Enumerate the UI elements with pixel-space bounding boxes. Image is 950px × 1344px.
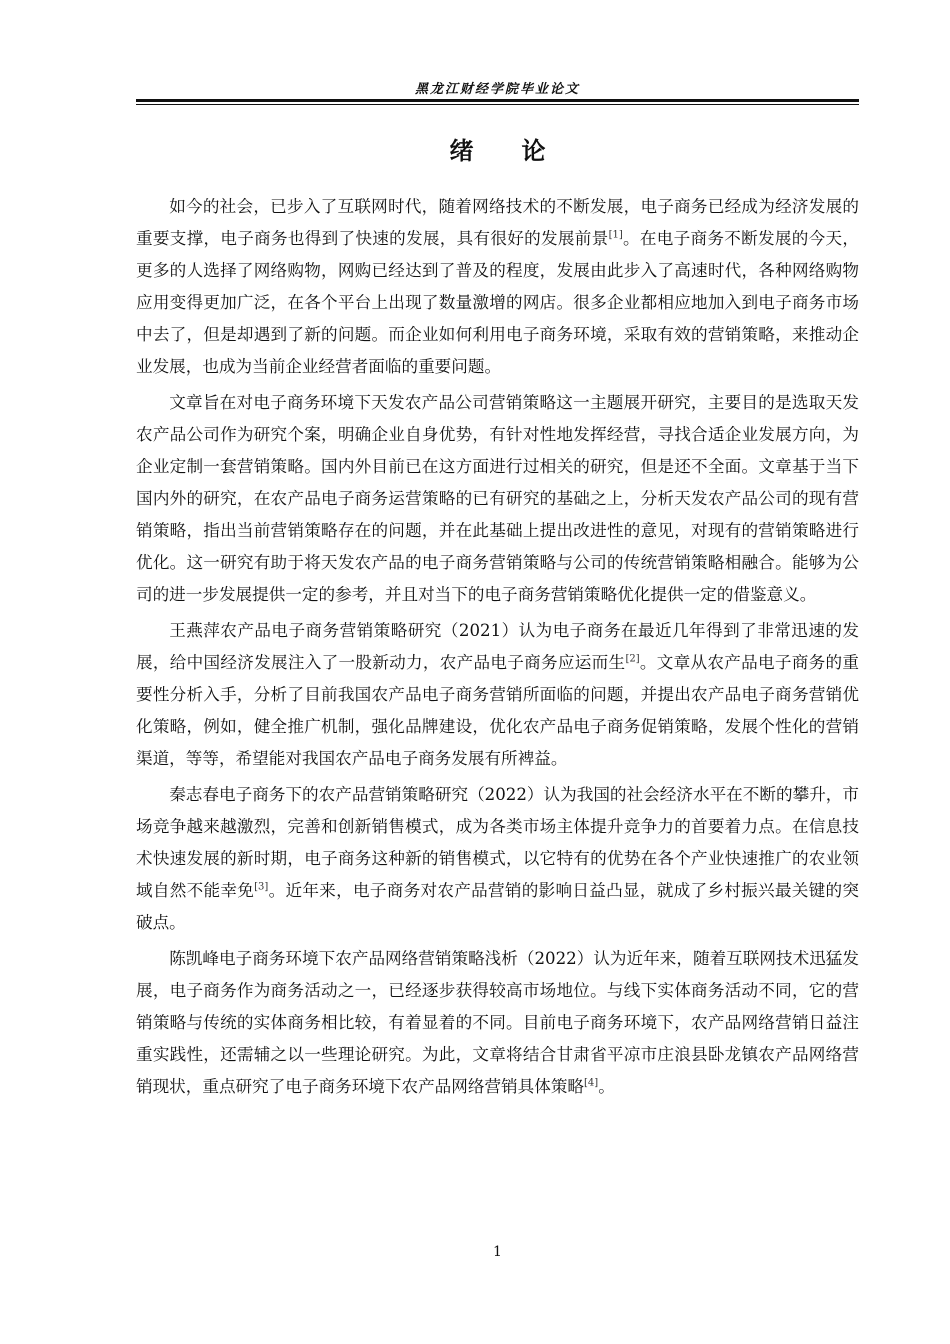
header-rule-thick <box>136 99 859 102</box>
paragraph-text: 王燕萍农产品电子商务营销策略研究（2021）认为电子商务在最近几年得到了非常迅速的发展，给中国经济发展注入了一股新动力，农产品电子商务应运而生 <box>136 621 859 672</box>
paragraph-text-after: 。在电子商务不断发展的今天，更多的人选择了网络购物，网购已经达到了普及的程度，发展由此步入了高速时代，各种网络购物应用变得更加广泛，在各个平台上出现了数量激增的网店。很多企业都相应地加入到电子商务市场中去了，但是却遇到了新的问题。而企业如何利用电子商务环境，采取有效的营销策略，来推动企业发展，也成为当前企业经营者面临的重要问题。 <box>136 229 860 376</box>
paragraph-text: 如今的社会，已步入了互联网时代，随着网络技术的不断发展，电子商务已经成为经济发展的重要支撑，电子商务也得到了快速的发展，具有很好的发展前景 <box>136 197 859 248</box>
citation-marker: [4] <box>584 1077 599 1089</box>
body-text <box>136 191 859 1107</box>
citation-marker: [2] <box>625 653 640 665</box>
paragraph-2 <box>136 387 859 611</box>
citation-marker: [3] <box>254 881 269 893</box>
paragraph-text: 陈凯峰电子商务环境下农产品网络营销策略浅析（2022）认为近年来，随着互联网技术迅猛发展，电子商务作为商务活动之一，已经逐步获得较高市场地位。与线下实体商务活动不同，它的营销策略与传统的实体商务相比较，有着显着的不同。目前电子商务环境下，农产品网络营销日益注重实践性，还需辅之以一些理论研究。为此，文章将结合甘肃省平凉市庄浪县卧龙镇农产品网络营销现状，重点研究了电子商务环境下农产品网络营销具体策略 <box>136 949 859 1096</box>
citation-marker: [1] <box>608 229 623 241</box>
paragraph-3 <box>136 615 859 775</box>
paragraph-1 <box>136 191 859 383</box>
header-rule-thin <box>136 104 859 105</box>
paragraph-4 <box>136 779 859 939</box>
paragraph-text-after: 。文章从农产品电子商务的重要性分析入手，分析了目前我国农产品电子商务营销所面临的问题，并提出农产品电子商务营销优化策略，例如，健全推广机制，强化品牌建设，优化农产品电子商务促销策略，发展个性化的营销渠道，等等，希望能对我国农产品电子商务发展有所裨益。 <box>136 653 860 768</box>
page-number: 1 <box>493 1244 502 1260</box>
paragraph-text-after: 。 <box>598 1077 615 1096</box>
paragraph-text-after: 。近年来，电子商务对农产品营销的影响日益凸显，就成了乡村振兴最关键的突破点。 <box>136 881 860 932</box>
paragraph-5 <box>136 943 859 1103</box>
paragraph-text: 文章旨在对电子商务环境下天发农产品公司营销策略这一主题展开研究，主要目的是选取天发农产品公司作为研究个案，明确企业自身优势，有针对性地发挥经营，寻找合适企业发展方向，为企业定制一套营销策略。国内外目前已在这方面进行过相关的研究，但是还不全面。文章基于当下国内外的研究，在农产品电子商务运营策略的已有研究的基础之上，分析天发农产品公司的现有营销策略，指出当前营销策略存在的问题，并在此基础上提出改进性的意见，对现有的营销策略进行优化。这一研究有助于将天发农产品的电子商务营销策略与公司的传统营销策略相融合。能够为公司的进一步发展提供一定的参考，并且对当下的电子商务营销策略优化提供一定的借鉴意义。 <box>136 393 859 604</box>
section-title: 绪论 <box>449 136 594 165</box>
paragraph-text: 秦志春电子商务下的农产品营销策略研究（2022）认为我国的社会经济水平在不断的攀升，市场竞争越来越激烈，完善和创新销售模式，成为各类市场主体提升竞争力的首要着力点。在信息技术快速发展的新时期，电子商务这种新的销售模式，以它特有的优势在各个产业快速推广的农业领域自然不能幸免 <box>136 785 859 900</box>
running-header: 黑龙江财经学院毕业论文 <box>414 82 580 97</box>
